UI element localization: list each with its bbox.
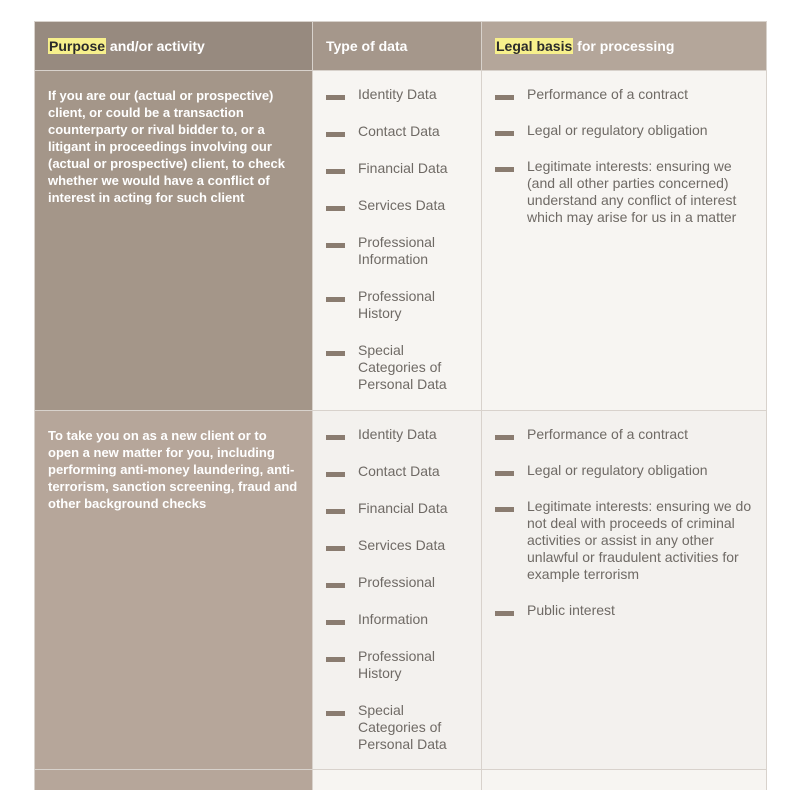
list-item <box>326 342 468 393</box>
list-item <box>326 574 468 591</box>
bullet-dash-icon <box>326 351 345 356</box>
data-type-label: Professional Information <box>358 234 436 267</box>
bullet-dash-icon <box>495 95 514 100</box>
bullet-dash-icon <box>326 509 345 514</box>
purpose-text: To take you on as a new client or to open a new matter for you, including performing anti-money laundering, anti-terrorism, sanction screening, fraud and other background checks <box>48 428 298 511</box>
bullet-dash-icon <box>495 611 514 616</box>
bullet-dash-icon <box>495 131 514 136</box>
list-item <box>495 122 753 139</box>
data-type-label: Services Data <box>358 537 446 553</box>
header-purpose-rest: and/or activity <box>106 38 205 54</box>
header-type-of-data-label: Type of data <box>326 38 408 54</box>
list-item <box>326 86 468 103</box>
legal-basis-cell <box>481 770 766 790</box>
bullet-dash-icon <box>326 206 345 211</box>
data-type-label: Identity Data <box>358 86 437 102</box>
list-item <box>326 197 468 214</box>
purpose-cell <box>35 770 312 790</box>
data-type-label: Identity Data <box>358 426 437 442</box>
legal-basis-label: Legal or regulatory obligation <box>527 462 708 478</box>
legal-basis-label: Performance of a contract <box>527 86 689 102</box>
table-row <box>35 70 766 410</box>
list-item <box>326 288 468 322</box>
list-item <box>326 160 468 177</box>
list-item <box>326 537 468 554</box>
bullet-dash-icon <box>326 297 345 302</box>
legal-basis-label: Performance of a contract <box>527 426 689 442</box>
data-types-list <box>326 411 468 753</box>
legal-basis-label: Legal or regulatory obligation <box>527 122 708 138</box>
data-type-label: Professional History <box>358 648 436 681</box>
bullet-dash-icon <box>326 657 345 662</box>
list-item <box>326 123 468 140</box>
list-item <box>326 234 468 268</box>
bullet-dash-icon <box>326 435 345 440</box>
bullet-dash-icon <box>326 95 345 100</box>
list-item <box>495 498 753 583</box>
list-item <box>326 611 468 628</box>
list-item <box>326 702 468 753</box>
data-type-label: Services Data <box>358 197 446 213</box>
header-purpose-highlight: Purpose <box>49 38 106 54</box>
list-item <box>326 463 468 480</box>
data-type-label: Contact Data <box>358 463 440 479</box>
data-type-label: Professional History <box>358 288 436 321</box>
bullet-dash-icon <box>326 472 345 477</box>
list-item <box>495 426 753 443</box>
bullet-dash-icon <box>326 583 345 588</box>
bullet-dash-icon <box>495 507 514 512</box>
list-item <box>495 462 753 479</box>
legal-basis-cell <box>481 71 766 410</box>
list-item <box>326 648 468 682</box>
purpose-cell <box>35 411 312 769</box>
data-type-label: Financial Data <box>358 500 448 516</box>
bullet-dash-icon <box>326 169 345 174</box>
legal-basis-label: Legitimate interests: ensuring we do not deal with proceeds of criminal activities or assist in any other unlawful or fraudulent activities for example terrorism <box>527 498 752 582</box>
bullet-dash-icon <box>326 711 345 716</box>
data-types-list <box>326 71 468 393</box>
header-legal-basis <box>481 22 766 70</box>
data-type-label: Financial Data <box>358 160 448 176</box>
list-item <box>326 500 468 517</box>
list-item <box>326 426 468 443</box>
legal-basis-list <box>495 71 753 226</box>
data-types-cell <box>312 71 481 410</box>
processing-purposes-table <box>34 21 767 790</box>
data-type-label: Contact Data <box>358 123 440 139</box>
bullet-dash-icon <box>326 546 345 551</box>
data-type-label: Information <box>358 611 429 627</box>
header-purpose <box>35 22 312 70</box>
list-item <box>495 158 753 226</box>
header-legal-basis-rest: for processing <box>573 38 675 54</box>
legal-basis-label: Legitimate interests: ensuring we (and all other parties concerned) understand any conflict of interest which may arise for us in a matter <box>527 158 737 225</box>
legal-basis-list <box>495 411 753 619</box>
table-row <box>35 410 766 769</box>
list-item <box>495 602 753 619</box>
bullet-dash-icon <box>495 167 514 172</box>
header-legal-basis-highlight: Legal basis <box>496 38 573 54</box>
table-row-partial <box>35 769 766 790</box>
bullet-dash-icon <box>495 471 514 476</box>
data-type-label: Special Categories of Personal Data <box>358 342 447 392</box>
data-type-label: Professional <box>358 574 436 590</box>
bullet-dash-icon <box>326 243 345 248</box>
data-type-label: Special Categories of Personal Data <box>358 702 447 752</box>
table-header-row <box>35 22 766 70</box>
legal-basis-label: Public interest <box>527 602 615 618</box>
legal-basis-cell <box>481 411 766 769</box>
list-item <box>495 86 753 103</box>
purpose-cell <box>35 71 312 410</box>
data-types-cell <box>312 411 481 769</box>
data-types-cell <box>312 770 481 790</box>
bullet-dash-icon <box>326 132 345 137</box>
header-type-of-data <box>312 22 481 70</box>
bullet-dash-icon <box>326 620 345 625</box>
purpose-text: If you are our (actual or prospective) client, or could be a transaction counterparty or rival bidder to, or a litigant in proceedings involving our (actual or prospective) client, to check whether we would have a conflict of interest in acting for such client <box>48 88 285 205</box>
bullet-dash-icon <box>495 435 514 440</box>
